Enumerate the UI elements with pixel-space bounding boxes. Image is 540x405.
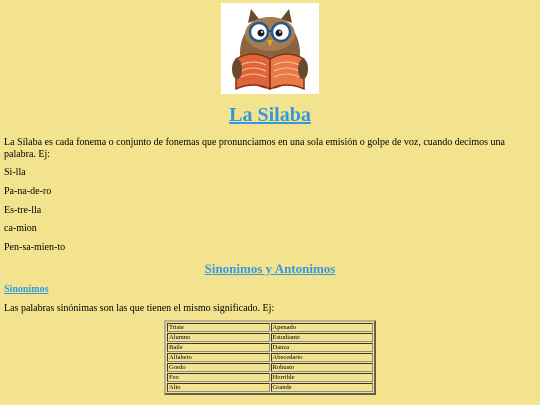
owl-icon bbox=[221, 3, 319, 94]
synonym-cell: Horrible bbox=[271, 373, 374, 382]
word-cell: Alto bbox=[167, 383, 270, 392]
synonym-cell: Estudiante bbox=[271, 333, 374, 342]
intro-text: La Sílaba es cada fonema o conjunto de fonemas que pronunciamos en una sola emisión o golpe de voz, cuando decimos una palabra. Ej: bbox=[4, 137, 505, 160]
table-row bbox=[167, 353, 373, 362]
table-row bbox=[167, 343, 373, 352]
table-row bbox=[167, 373, 373, 382]
example-3: Es-tre-lla bbox=[4, 205, 42, 216]
word-cell: Gordo bbox=[167, 363, 270, 372]
word-cell: Feo bbox=[167, 373, 270, 382]
word-cell: Alfabeto bbox=[167, 353, 270, 362]
synonym-cell: Abecedario bbox=[271, 353, 374, 362]
table-row bbox=[167, 363, 373, 372]
example-5: Pen-sa-mien-to bbox=[4, 242, 66, 253]
synonym-cell: Robusto bbox=[271, 363, 374, 372]
example-1: Si-lla bbox=[4, 167, 26, 178]
synonym-cell: Apenado bbox=[271, 323, 374, 332]
table-row bbox=[167, 383, 373, 392]
table-row bbox=[167, 333, 373, 342]
table-row bbox=[167, 323, 373, 332]
page-title[interactable]: La Silaba bbox=[229, 104, 311, 126]
example-4: ca-mion bbox=[4, 223, 37, 234]
word-cell: Triste bbox=[167, 323, 270, 332]
example-2: Pa-na-de-ro bbox=[4, 186, 52, 197]
synonyms-table bbox=[164, 320, 376, 395]
synonym-cell: Danza bbox=[271, 343, 374, 352]
synonym-cell: Grande bbox=[271, 383, 374, 392]
section-title[interactable]: Sinonimos y Antonimos bbox=[204, 261, 336, 276]
word-cell: Baile bbox=[167, 343, 270, 352]
sinonimos-link[interactable]: Sinonimos bbox=[4, 284, 49, 295]
synonyms-description: Las palabras sinónimas son las que tienen el mismo significado. Ej: bbox=[4, 303, 275, 314]
word-cell: Alumno bbox=[167, 333, 270, 342]
